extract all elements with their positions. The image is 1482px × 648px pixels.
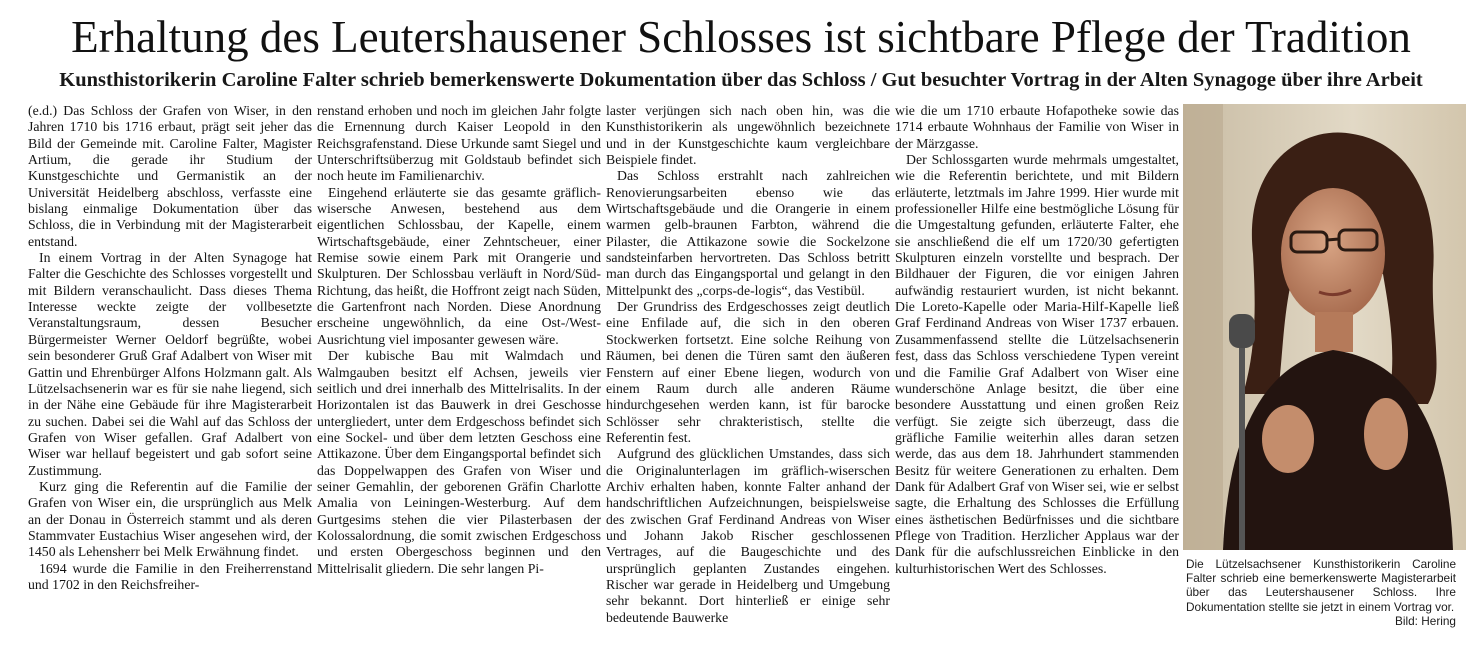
speaker-photo: [1183, 104, 1466, 550]
article-column-3: [606, 103, 890, 633]
photo-caption: [1186, 557, 1456, 628]
paragraph: 1694 wurde die Familie in den Freiherrenstand und 1702 in den Reichsfreiher-: [28, 560, 312, 592]
caption-text: Die Lützelsachsener Kunsthistorikerin Caroline Falter schrieb eine bemerkenswerte Magisterarbeit über das Leutershausener Schloss. Ihre Dokumentation stellte sie jetzt in einem Vortrag vor.: [1186, 557, 1456, 614]
photo-credit: Bild: Hering: [1395, 613, 1456, 628]
paragraph: Kurz ging die Referentin auf die Familie der Grafen von Wiser ein, die ursprünglich aus Melk an der Donau in Österreich stammt und als deren Stammvater Eustachius Wiser angesehen wird, der 1450 als Lehensherr bei Melk Erwähnung findet.: [28, 478, 312, 560]
paragraph: Eingehend erläuterte sie das gesamte gräflich-wisersche Anwesen, bestehend aus dem eigentlichen Schlossbau, der Kapelle, einem Wirtschaftsgebäude, einer Zehntscheuer, einer Remise sowie einem Park mit Orangerie und Skulpturen. Der Schlossbau verläuft in Nord/Süd-Richtung, das heißt, die Hoffront zeigt nach Süden, die Gartenfront nach Norden. Diese Anordnung erscheine ungewöhnlich, da eine Ost-/West-Ausrichtung viel imposanter gewesen wäre.: [317, 184, 601, 347]
paragraph: Der Grundriss des Erdgeschosses zeigt deutlich eine Enfilade auf, die sich in den oberen Stockwerken fortsetzt. Eine solche Reihung von Räumen, bei denen die Türen samt den äußeren Fenstern auf einer Ebene liegen, wodurch von einem Raum durch alle anderen Räume hindurchgesehen werden kann, ist für barocke Schlösser sehr chrakteristisch, stellte die Referentin fest.: [606, 299, 890, 445]
paragraph: wie die um 1710 erbaute Hofapotheke sowie das 1714 erbaute Wohnhaus der Familie von Wiser in der Märzgasse.: [895, 103, 1179, 151]
paragraph: (e.d.) Das Schloss der Grafen von Wiser, in den Jahren 1710 bis 1716 erbaut, prägt seit jeher das Bild der Gemeinde mit. Caroline Falter, Magister Artium, die gerade ihr Studium der Kunstgeschichte und Germanistik an der Universität Heidelberg abschloss, verfasste eine bislang einmalige Dokumentation über das Schloss, die in Verbindung mit der Magisterarbeit entstand.: [28, 103, 312, 249]
paragraph: renstand erhoben und noch im gleichen Jahr folgte die Ernennung durch Kaiser Leopold in den Reichsgrafenstand. Diese Urkunde samt Siegel und Unterschriftsüberzug mit Goldstaub befindet sich noch heute im Familienarchiv.: [317, 103, 601, 184]
paragraph: Aufgrund des glücklichen Umstandes, dass sich die Originalunterlagen im gräflich-wiserschen Archiv erhalten haben, konnte Falter anhand der handschriftlichen Aufzeichnungen, beispielsweise des zwischen Graf Ferdinand Andreas von Wiser und Johann Jakob Rischer geschlossenen Vertrages, auf die Baugeschichte und des ursprünglich geplanten Zustandes eingehen. Rischer war gerade in Heidelberg und Umgebung sehr bekannt. Dort hinterließ er einige sehr bedeutende Bauwerke: [606, 446, 890, 625]
paragraph: In einem Vortrag in der Alten Synagoge hat Falter die Geschichte des Schlosses vorgestellt und mit Bildern veranschaulicht. Dass dieses Thema Interesse weckte zeigte der vollbesetzte Veranstaltungsraum, dessen Besucher Bürgermeister Werner Oeldorf begrüßte, wobei sein besonderer Gruß Graf Adalbert von Wiser mit Gattin und Ehrenbürger Alfons Holzmann galt. Als Lützelsachsenerin war es für sie nahe liegend, sich in der Nähe eine Gebäude für ihre Magisterarbeit zu suchen. Dabei sei die Wahl auf das Schloss der Grafen von Wiser gefallen. Graf Adalbert von Wiser war hellauf begeistert und gab sofort seine Zustimmung.: [28, 250, 312, 478]
speaker-photo-illustration: [1183, 104, 1466, 550]
article-column-4: [895, 103, 1179, 633]
paragraph: Das Schloss erstrahlt nach zahlreichen Renovierungsarbeiten ebenso wie das Wirtschaftsgebäude und die Orangerie in einem warmen gelb-braunen Farbton, während die Pilaster, die Attikazone sowie die Sockelzone sandsteinfarben hervortreten. Das Schloss betritt man durch das Eingangsportal und gelangt in den Mittelpunkt des „corps-de-logis“, das Vestibül.: [606, 168, 890, 298]
paragraph: laster verjüngen sich nach oben hin, was die Kunsthistorikerin als ungewöhnlich bezeichnete und in der Kunstgeschichte kaum vergleichbare Beispiele findet.: [606, 103, 890, 168]
headline: Erhaltung des Leutershausener Schlosses ist sichtbare Pflege der Tradition: [71, 12, 1411, 62]
article-column-2: [317, 103, 601, 633]
subheadline: Kunsthistorikerin Caroline Falter schrieb bemerkenswerte Dokumentation über das Schloss / Gut besuchter Vortrag in der Alten Synagoge über ihre Arbeit: [59, 69, 1423, 91]
paragraph: Der kubische Bau mit Walmdach und Walmgauben besitzt elf Achsen, jeweils vier seitlich und drei innerhalb des Mittelrisalits. In der Horizontalen ist das Bauwerk in drei Geschosse untergliedert, unter dem Erdgeschoss befindet sich eine Sockel- und über dem letzten Geschoss eine Attikazone. Über dem Eingangsportal befindet sich das Doppelwappen des Grafen von Wiser und seiner Gemahlin, der geborenen Gräfin Charlotte Amalia von Leiningen-Westerburg. Auf dem Gurtgesims stehen die vier Pilasterbasen der Kolossalordnung, die somit zwischen Erdgeschoss und ersten Obergeschoss beginnen und den Mittelrisalit gliedern. Die sehr langen Pi-: [317, 348, 601, 576]
paragraph: Der Schlossgarten wurde mehrmals umgestaltet, wie die Referentin berichtete, und mit Bildern erläuterte, letztmals im Jahre 1999. Hier wurde mit professioneller Hilfe eine bestmögliche Lösung für die Umgestaltung gefunden, erläuterte Falter, ehe sie anschließend die elf um 1720/30 gefertigten Skulpturen einzeln vorstellte und besprach. Der Bildhauer der Figuren, die vor einigen Jahren aufwändig restauriert wurden, ist nicht bekannt. Die Loreto-Kapelle oder Maria-Hilf-Kapelle ließ Graf Ferdinand Andreas von Wiser 1737 erbauen. Zusammenfassend stellte die Lützelsachsenerin fest, dass das Schloss verschiedene Typen vereint und die Familie Graf Adalbert von Wiser eine wunderschöne Anlage besitzt, die über eine besondere Ausstattung und einen großen Reiz verfügt. Sie zeigte sich überzeugt, dass die gräfliche Familie weiterhin alles daran setzen werde, das aus dem 18. Jahrhundert stammenden Besitz für weitere Generationen zu erhalten. Dem Dank für Adalbert Graf von Wiser sei, wie er selbst sagte, die Erhaltung des Schlosses die Erfüllung eines ästhetischen Bedürfnisses und die sichtbare Pflege von Tradition. Herzlicher Applaus war der Dank für die aufschlussreichen Einblicke in den kulturhistorischen Wert des Schlosses.: [895, 152, 1179, 576]
article-column-1: [28, 103, 312, 633]
